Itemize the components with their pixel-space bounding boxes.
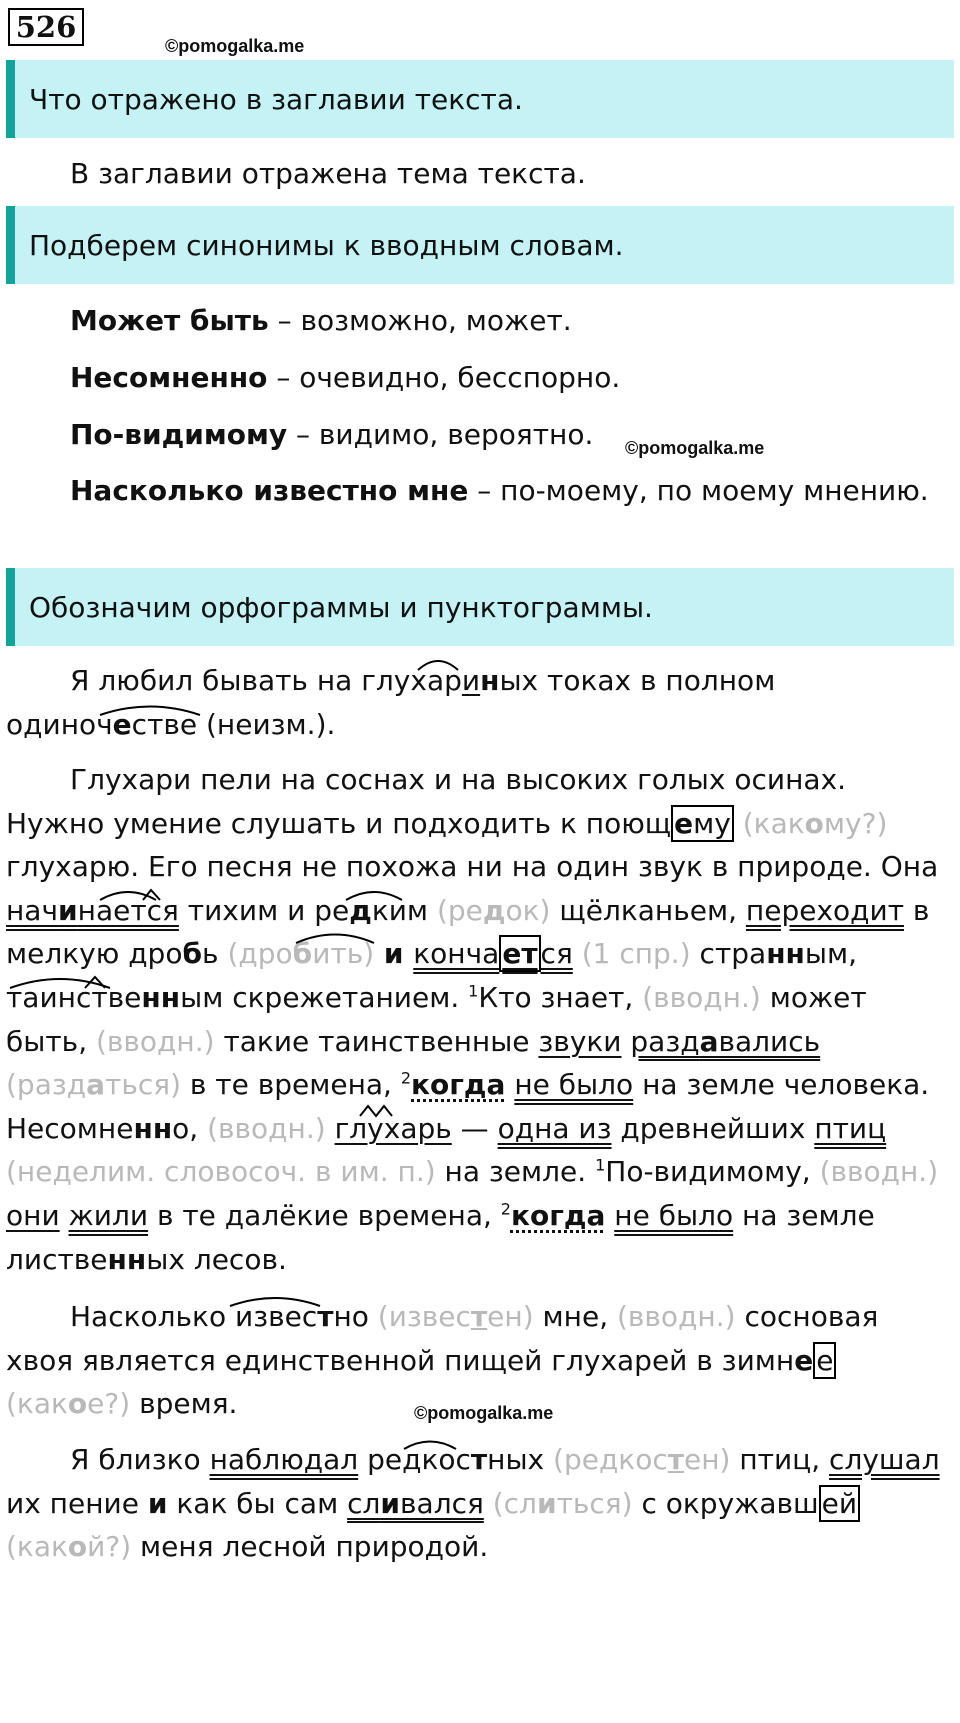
synonym-item: Может быть – возможно, может. [70, 304, 572, 337]
watermark: ©pomogalka.me [625, 438, 765, 458]
section-header-orthograms: Обозначим орфограммы и пунктограммы. [6, 568, 954, 646]
root-arc [10, 979, 110, 988]
answer-text: В заглавии отражена тема текста. [70, 157, 586, 190]
root-arc [230, 1298, 320, 1306]
section-header-synonyms: Подберем синонимы к вводным словам. [6, 206, 954, 284]
paragraph-3: Насколько известно (известен) мне, (вводн.) сосновая хвоя является единственной пищей глухарей в зимне е (какое?) время. [6, 1300, 879, 1421]
suffix-arc [418, 661, 458, 670]
section-header-title: Что отражено в заглавии текста. [6, 60, 954, 138]
exercise-number: 526 [8, 8, 84, 46]
paragraph-2: Глухари пели на соснах и на высоких голых осинах. Нужно умение слушать и подходить к поющ ему (какому?) глухарю. Его песня не похожа ни на один звук в природе. Она начинается тихим и редким (редок) щёлканьем, переходит в мелкую дробь (дробить) и конча ет ся (1 спр.) странным, таинственным скрежетанием. $^1$Кто знает, (вводн.) может быть, (вводн.) такие таинственные звуки раздавались (раздаться) в те времена, $^2$когда не было на земле человека. Несомненно, (вводн.) глухарь — одна из древнейших птиц (неделим. словосоч. в им. п.) на земле. $^1$По-видимому, (вводн.) они жили в те далёкие времена, $^2$когда не было на земле лиственных лесов. [6, 763, 939, 1276]
synonym-item: По-видимому – видимо, вероятно. [70, 418, 594, 451]
root-arc [296, 935, 374, 944]
paragraph-4: Я близко наблюдал редкостных (редкостен) птиц, слушал их пение и как бы сам сливался (слиться) с окружавш ей (какой?) меня лесной природой. [6, 1443, 940, 1564]
root-arc [346, 892, 402, 900]
synonym-item: Несомненно – очевидно, бесспорно. [70, 361, 621, 394]
watermark: ©pomogalka.me [165, 36, 305, 56]
paragraph-1: Я любил бывать на глухариных токах в полном одиночестве (неизм.). [6, 664, 776, 741]
watermark: ©pomogalka.me [414, 1403, 554, 1423]
synonym-item: Насколько известно мне – по-моему, по моему мнению. [70, 474, 929, 507]
suffix-arc [100, 707, 200, 716]
suffix-arc [360, 1106, 392, 1116]
root-arc [404, 1442, 456, 1450]
